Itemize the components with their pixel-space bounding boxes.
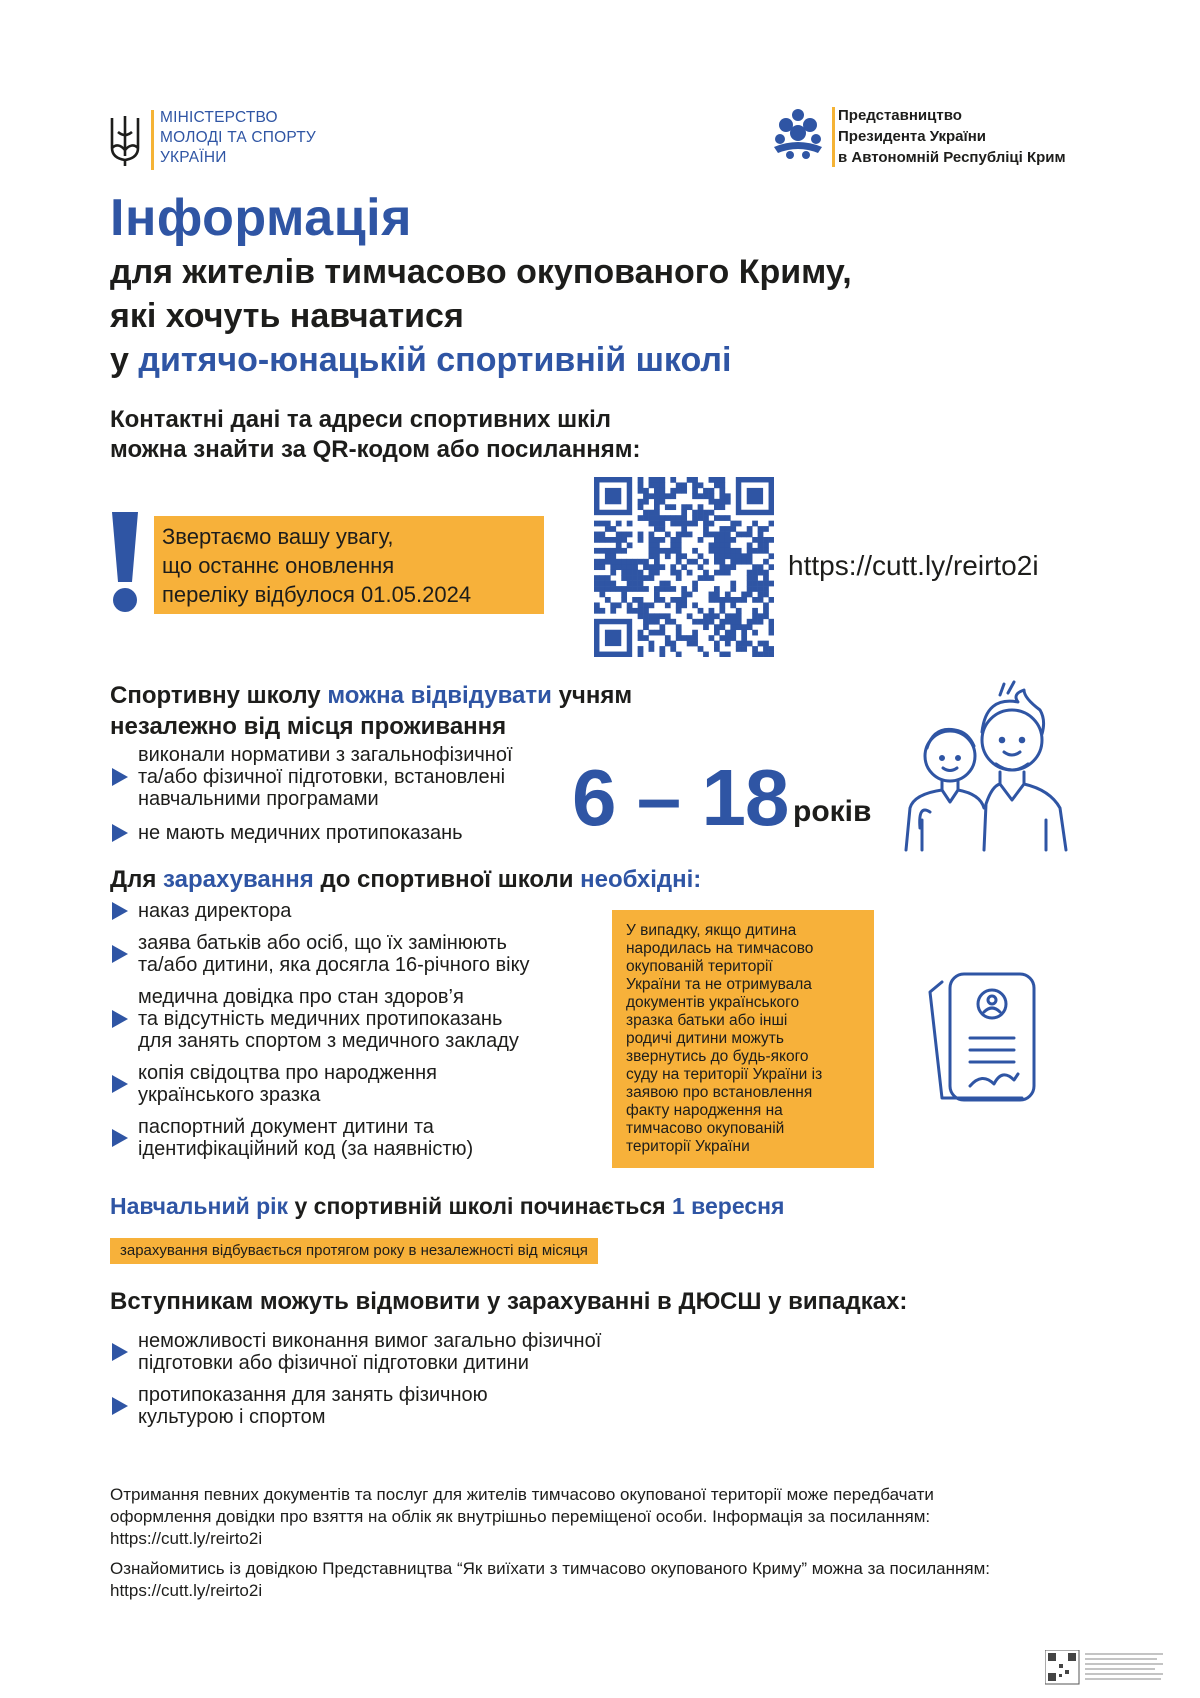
footer-link-1[interactable]: https://cutt.ly/reirto2i [110,1529,263,1548]
birth-registration-note: У випадку, якщо дитина народилась на тимчасово окупованій території України та не отримувала документів українського зразка батьки або інші родичі дитини можуть звернутись до будь-якого суду на території України із заявою про встановлення факту народження на тимчасово окупованій території України [612,910,874,1168]
list-item: копія свідоцтва про народження українського зразка [112,1062,437,1106]
representation-line-1: Представництво [838,107,962,124]
list-item: виконали нормативи з загальнофізичної та/або фізичної підготовки, встановлені навчальними програмами [112,744,513,810]
enrollment-period-strip: зарахування відбувається протягом року в незалежності від місяця [110,1238,598,1264]
ukraine-trident-icon [108,112,142,170]
exclamation-icon [108,512,142,612]
list-item: наказ директора [112,900,291,922]
ministry-logo-divider [151,110,154,170]
representation-logo-divider [832,107,835,167]
children-illustration-icon [900,680,1075,855]
list-item: не мають медичних протипоказань [112,822,463,844]
representation-logo-text [838,105,1066,168]
crimea-emblem-icon [768,105,828,167]
list-item: протипоказання для занять фізичною культурою і спортом [112,1384,488,1428]
qr-code[interactable] [594,477,774,657]
list-item: заява батьків або осіб, що їх замінюють та/або дитини, яка досягла 16-річного віку [112,932,530,976]
refusal-heading: Вступникам можуть відмовити у зарахуванні в ДЮСШ у випадках: [110,1288,908,1315]
triangle-bullet-icon [112,902,128,920]
triangle-bullet-icon [112,824,128,842]
schools-link[interactable]: https://cutt.ly/reirto2i [788,550,1039,581]
triangle-bullet-icon [112,1010,128,1028]
triangle-bullet-icon [112,1075,128,1093]
representation-line-3: в Автономній Республіці Крим [838,149,1066,166]
e-signature-stamp [1045,1650,1167,1686]
footer-paragraph-2: Ознайомитись із довідкою Представництва “Як виїхати з тимчасово окупованого Криму” можна за посиланням: https://cutt.ly/reirto2i [110,1559,990,1600]
subtitle-line-1: для жителів тимчасово окупованого Криму, [110,253,852,291]
list-item: паспортний документ дитини та ідентифікаційний код (за наявністю) [112,1116,473,1160]
subtitle-highlight: дитячо-юнацькій спортивній школі [138,341,732,379]
update-notice: Звертаємо вашу увагу, що останнє оновлення переліку відбулося 01.05.2024 [154,516,544,614]
certificate-document-icon [922,968,1042,1108]
list-item: медична довідка про стан здоров’я та відсутність медичних протипоказань для занять спортом з медичного закладу [112,986,519,1052]
page-title: Інформація [110,189,412,247]
list-item: неможливості виконання вимог загально фізичної підготовки або фізичної підготовки дитини [112,1330,601,1374]
triangle-bullet-icon [112,768,128,786]
subtitle-line-2: які хочуть навчатися [110,297,464,335]
footer-link-2[interactable]: https://cutt.ly/reirto2i [110,1581,263,1600]
triangle-bullet-icon [112,1397,128,1415]
age-unit: років [793,795,872,828]
triangle-bullet-icon [112,1129,128,1147]
representation-line-2: Президента України [838,128,987,145]
triangle-bullet-icon [112,945,128,963]
ministry-logo-text [160,108,316,168]
footer-paragraph-1: Отримання певних документів та послуг для жителів тимчасово окупованої території може передбачати оформлення довідки про взяття на облік як внутрішньо переміщеної особи. Інформація за посиланням: https://cutt.ly/reirto2i [110,1485,934,1548]
ministry-line-3: УКРАЇНИ [160,149,227,166]
ministry-line-2: МОЛОДІ ТА СПОРТУ [160,129,316,146]
school-year-info: Навчальний рік у спортивній школі починається 1 вересня [110,1193,785,1219]
contacts-intro: Контактні дані та адреси спортивних шкіл можна знайти за QR-кодом або посиланням: [110,406,641,463]
ministry-line-1: МІНІСТЕРСТВО [160,109,278,126]
attendance-heading: Спортивну школу можна відвідувати учням незалежно від місця проживання [110,682,633,740]
subtitle-line-3: у дитячо-юнацькій спортивній школі [110,341,732,379]
triangle-bullet-icon [112,1343,128,1361]
page-subtitle [110,250,852,382]
enrollment-heading: Для зарахування до спортивної школи необхідні: [110,866,702,893]
age-range: 6 – 18 [572,753,789,842]
